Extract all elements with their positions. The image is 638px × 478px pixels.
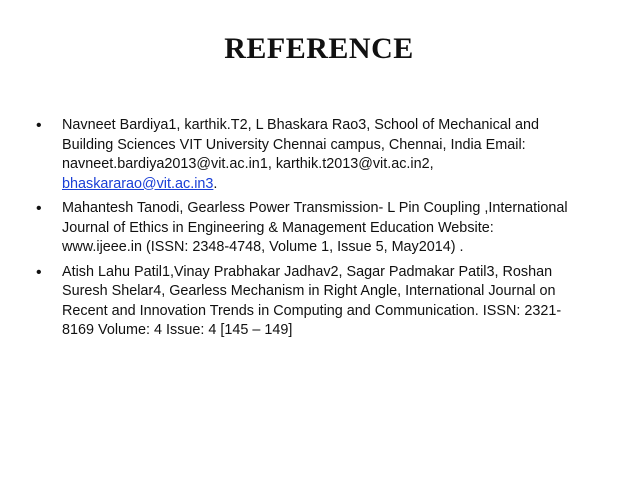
reference-line: Mahantesh Tanodi, Gearless Power Transmission- L Pin Coupling ,International bbox=[62, 200, 568, 216]
bullet-icon: • bbox=[36, 263, 42, 281]
reference-line bbox=[62, 175, 616, 195]
reference-line: Building Sciences VIT University Chennai campus, Chennai, India Email: bbox=[62, 136, 526, 153]
email-link[interactable]: bhaskararao@vit.ac.in3 bbox=[62, 175, 214, 192]
reference-line: Recent and Innovation Trends in Computing and Communication. ISSN: 2321- bbox=[62, 302, 562, 319]
reference-line: navneet.bardiya2013@vit.ac.in1, karthik.t2013@vit.ac.in2, bbox=[62, 156, 434, 172]
reference-line: Suresh Shelar4, Gearless Mechanism in Right Angle, International Journal on bbox=[62, 283, 556, 299]
reference-line: Navneet Bardiya1, karthik.T2, L Bhaskara Rao3, School of Mechanical and bbox=[62, 117, 540, 133]
bullet-icon: • bbox=[36, 117, 42, 134]
link-suffix: . bbox=[213, 175, 218, 192]
bullet-icon: • bbox=[36, 200, 42, 217]
reference-item-3 bbox=[36, 263, 616, 341]
reference-line: 8169 Volume: 4 Issue: 4 [145 – 149] bbox=[62, 322, 293, 338]
reference-line: Atish Lahu Patil1,Vinay Prabhakar Jadhav2, Sagar Padmakar Patil3, Roshan bbox=[62, 263, 553, 280]
slide-title: REFERENCE bbox=[224, 32, 414, 65]
reference-item-1 bbox=[36, 116, 616, 194]
reference-list bbox=[36, 116, 616, 346]
reference-line: www.ijeee.in (ISSN: 2348-4748, Volume 1, Issue 5, May2014) . bbox=[62, 239, 464, 255]
reference-line: Journal of Ethics in Engineering & Management Education Website: bbox=[62, 219, 494, 236]
reference-item-2 bbox=[36, 199, 616, 258]
